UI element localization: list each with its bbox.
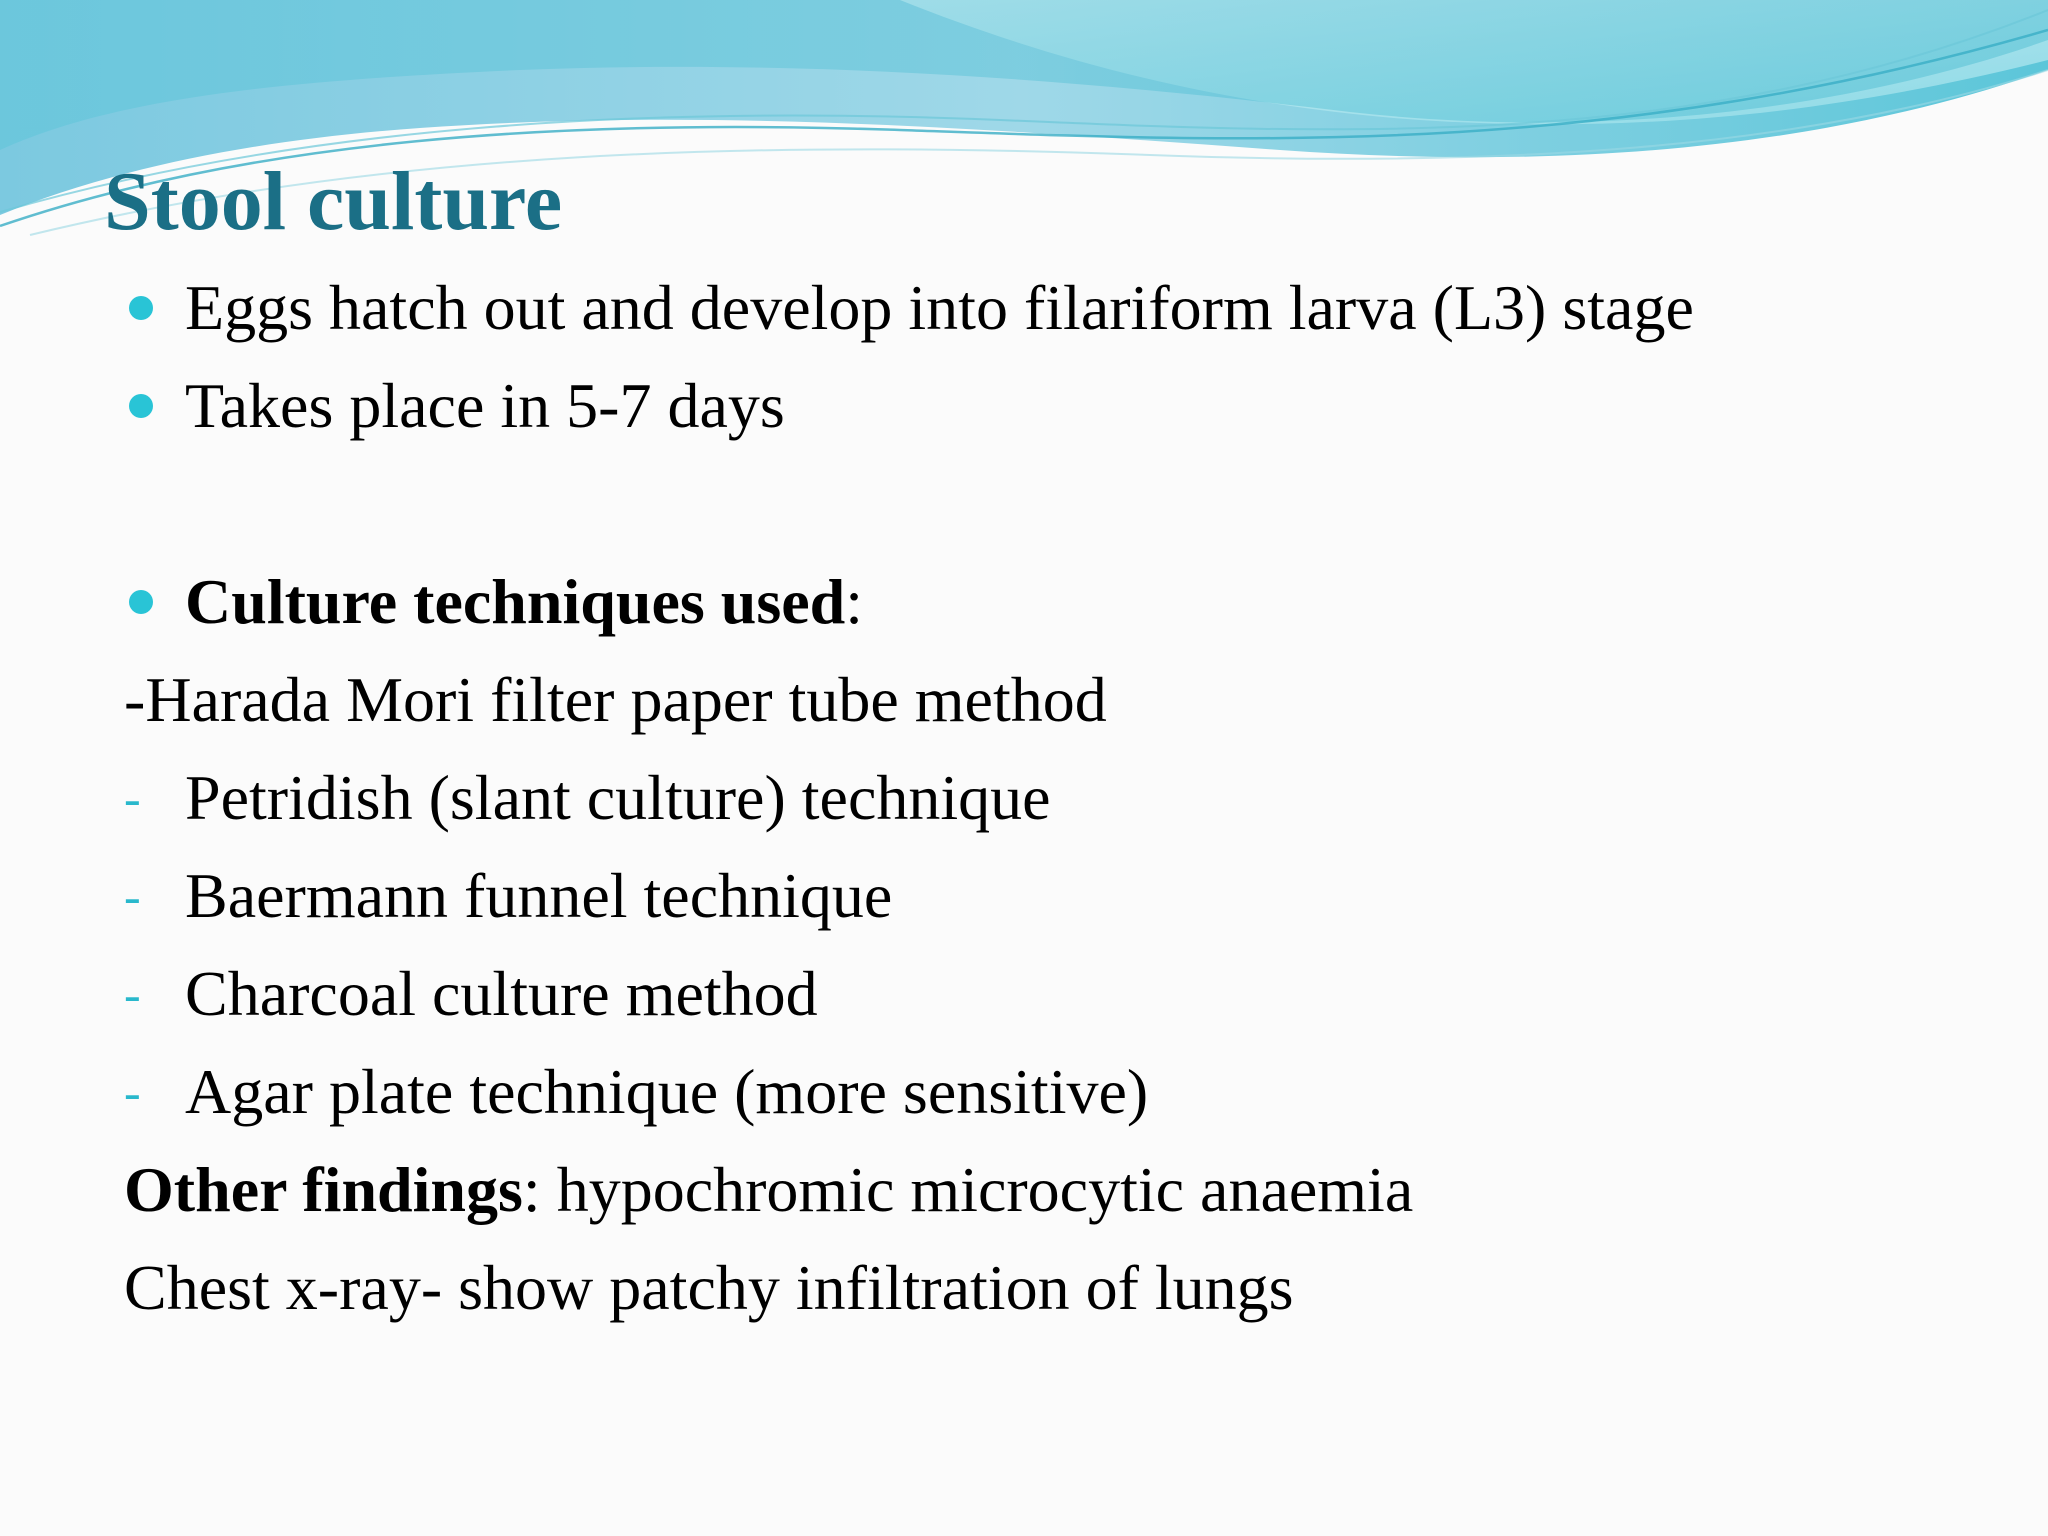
bullet-dot-icon (129, 394, 153, 418)
techniques-heading-colon: : (845, 566, 864, 637)
dash-marker: - (124, 868, 141, 924)
method-text: Agar plate technique (more sensitive) (185, 1056, 1149, 1127)
techniques-heading-bold: Culture techniques used (185, 566, 846, 637)
bullet-dot-icon (129, 296, 153, 320)
dash-marker: - (124, 770, 141, 826)
dash-marker: - (124, 1064, 141, 1120)
slide-title: Stool culture (104, 155, 563, 248)
method-text: Petridish (slant culture) technique (185, 762, 1051, 833)
other-findings (124, 1150, 1413, 1230)
bullet-text: Eggs hatch out and develop into filariform larva (L3) stage (185, 272, 1694, 343)
dash-marker: - (124, 966, 141, 1022)
other-findings-rest: : hypochromic microcytic anaemia (522, 1154, 1414, 1225)
method-text: Charcoal culture method (185, 958, 818, 1029)
techniques-heading (185, 562, 863, 642)
other-findings-bold: Other findings (124, 1154, 523, 1225)
method-text: Baermann funnel technique (185, 860, 893, 931)
bullet-dot-icon (129, 590, 153, 614)
bullet-text: Takes place in 5-7 days (185, 370, 785, 441)
method-text: -Harada Mori filter paper tube method (124, 664, 1107, 735)
chest-xray-text: Chest x-ray- show patchy infiltration of lungs (124, 1252, 1294, 1323)
